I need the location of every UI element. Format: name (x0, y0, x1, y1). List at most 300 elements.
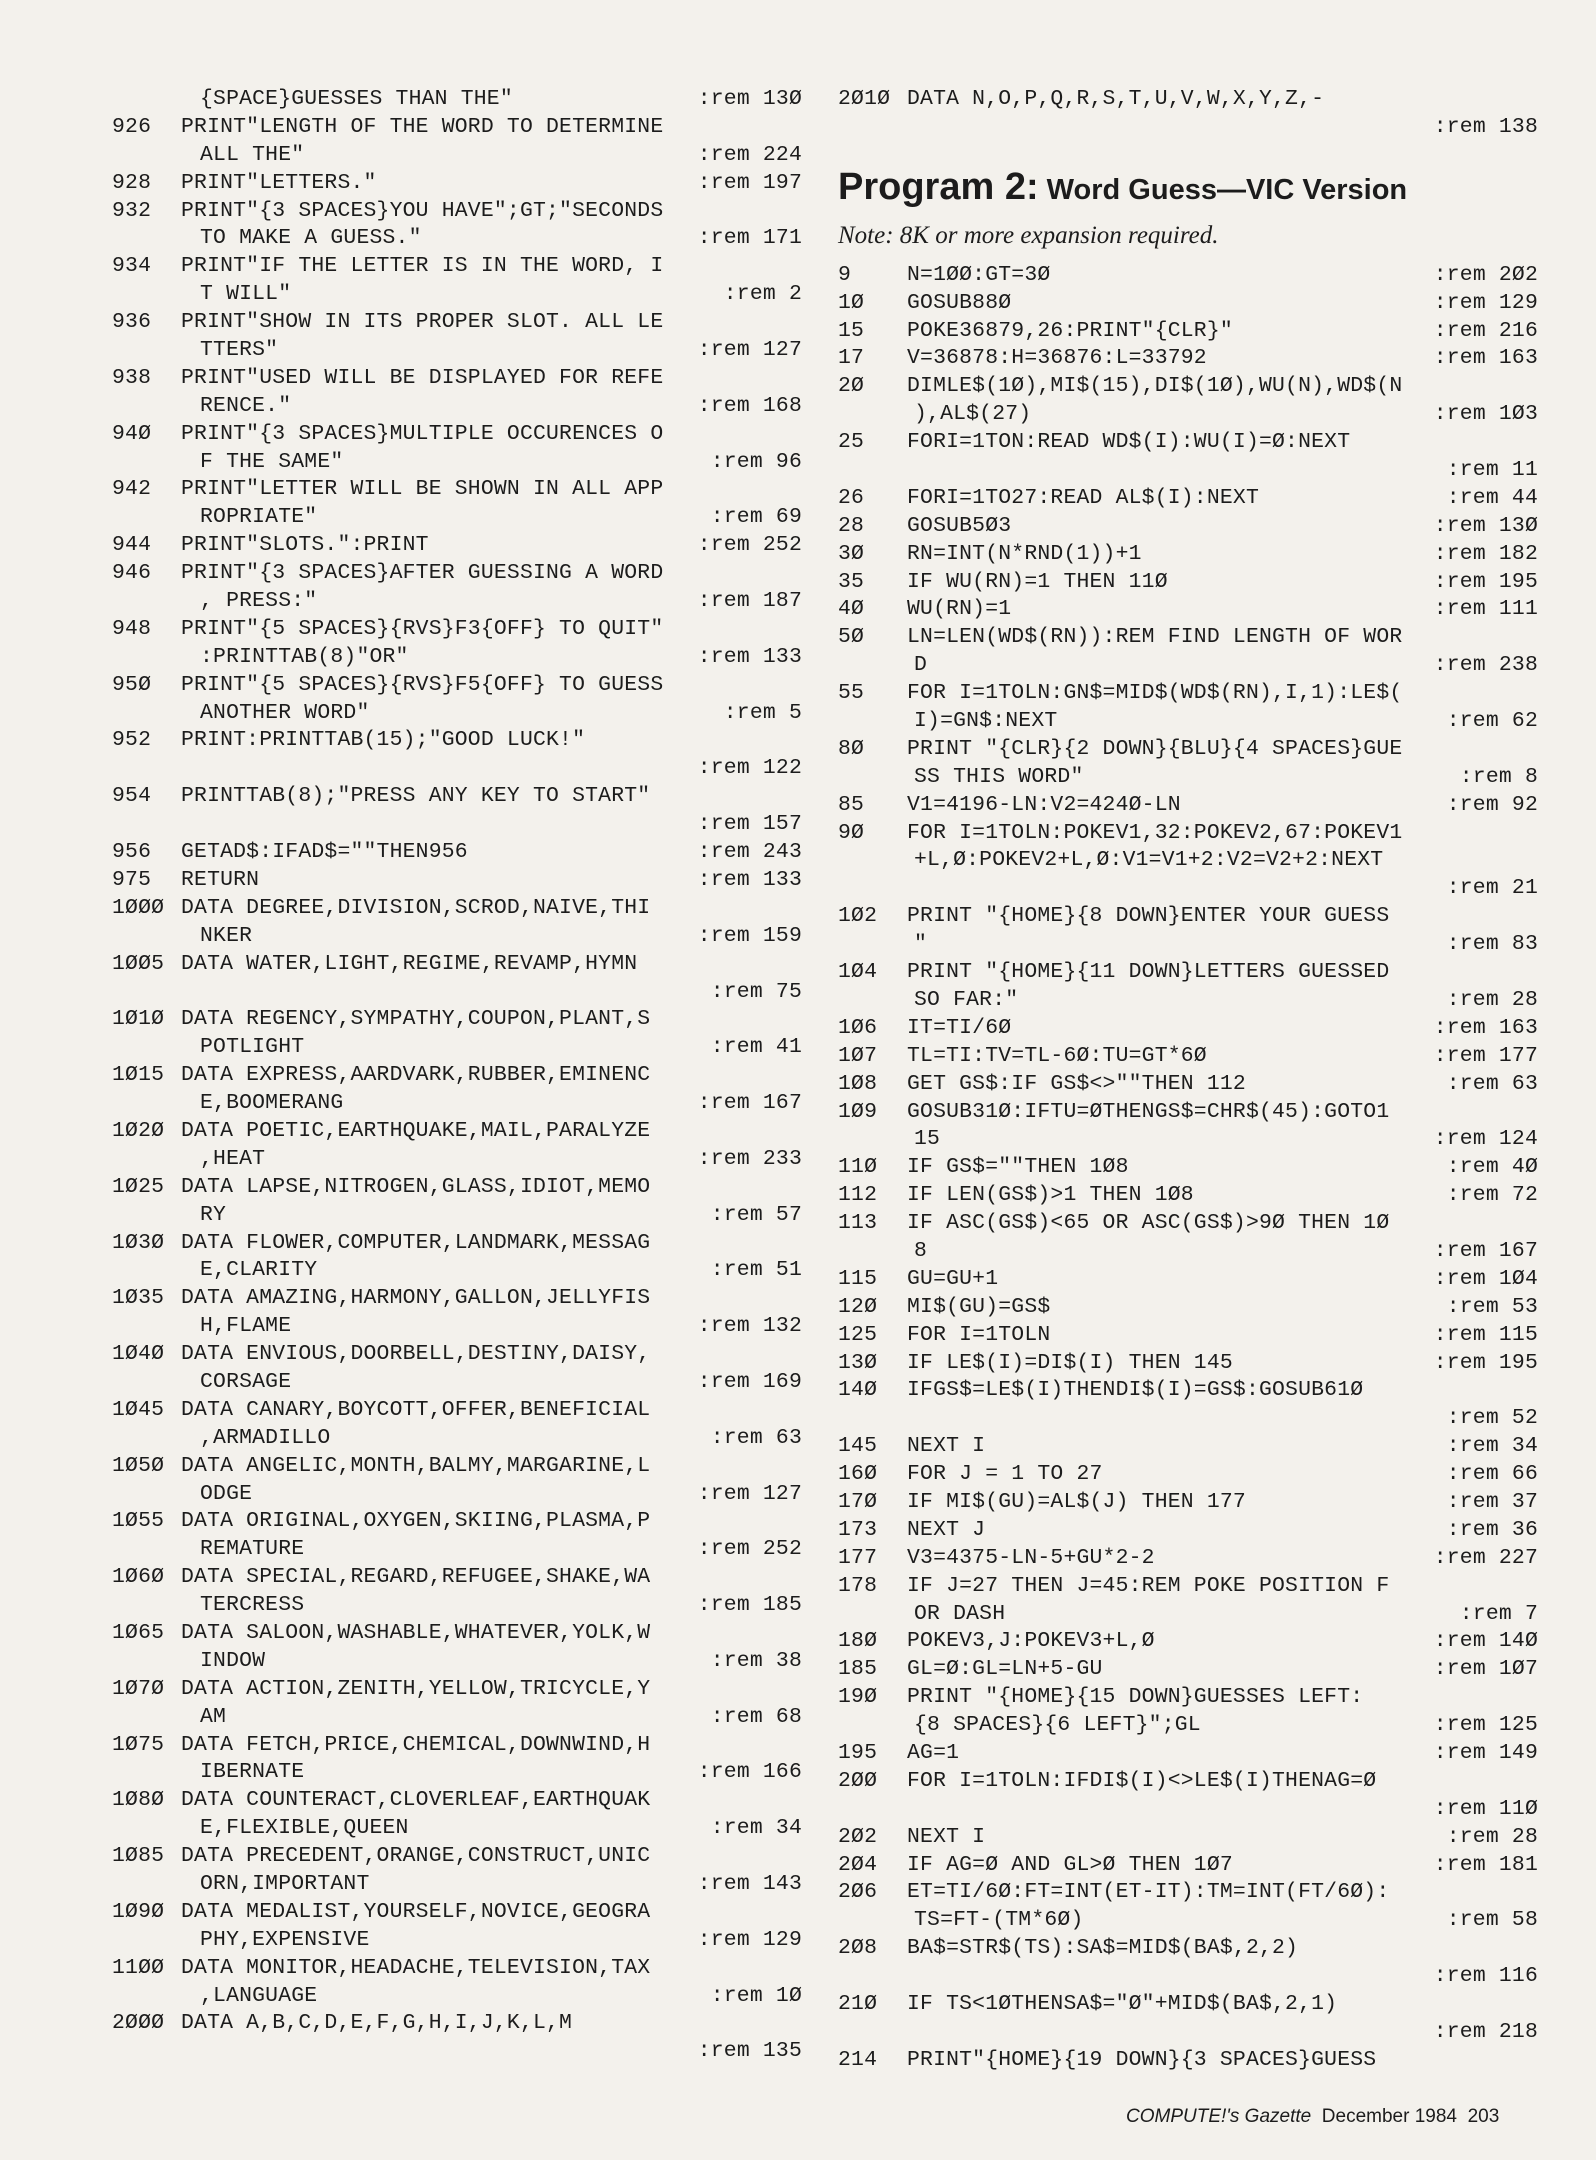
code-text: NEXT I (907, 1824, 986, 1849)
code-text: E,CLARITY (200, 1258, 318, 1283)
checksum-rem: :rem 195 (1433, 569, 1538, 594)
code-text: DATA CANARY,BOYCOTT,OFFER,BENEFICIAL (181, 1397, 651, 1422)
right-listing-column (838, 86, 1538, 2075)
checksum-rem: :rem 68 (710, 1704, 802, 1729)
code-line (112, 1955, 802, 1983)
code-text: DATA AMAZING,HARMONY,GALLON,JELLYFIS (181, 1286, 651, 1311)
line-number: 9Ø (838, 820, 865, 845)
code-line (112, 1592, 802, 1620)
code-line (838, 931, 1538, 959)
code-text: FORI=1TO27:READ AL$(I):NEXT (907, 485, 1259, 510)
code-text: PRINT"{HOME}{19 DOWN}{3 SPACES}GUESS (907, 2047, 1377, 2072)
code-line (838, 875, 1538, 903)
code-text: TERCRESS (200, 1593, 305, 1618)
code-line (838, 1043, 1538, 1071)
line-number: 94Ø (112, 421, 152, 446)
line-number: 944 (112, 533, 152, 558)
line-number: 55 (838, 681, 865, 706)
code-line (838, 1628, 1538, 1656)
line-number: 934 (112, 254, 152, 279)
line-number: 18Ø (838, 1629, 878, 1654)
code-line (838, 1377, 1538, 1405)
code-line (112, 1983, 802, 2011)
code-text: DATA ORIGINAL,OXYGEN,SKIING,PLASMA,P (181, 1509, 651, 1534)
checksum-rem: :rem 181 (1433, 1852, 1538, 1877)
code-text: MI$(GU)=GS$ (907, 1294, 1051, 1319)
line-number: 195 (838, 1740, 878, 1765)
line-number: 2ØØ (838, 1768, 878, 1793)
line-number: 178 (838, 1573, 878, 1598)
checksum-rem: :rem 8 (1459, 764, 1538, 789)
code-text: DIMLE$(1Ø),MI$(15),DI$(1Ø),WU(N),WD$(N (907, 374, 1403, 399)
code-text: DATA EXPRESS,AARDVARK,RUBBER,EMINENC (181, 1063, 651, 1088)
checksum-rem: :rem 122 (697, 756, 802, 781)
code-text: PRINT"{3 SPACES}YOU HAVE";GT;"SECONDS (181, 198, 664, 223)
code-text: ORN,IMPORTANT (200, 1872, 370, 1896)
code-line (112, 337, 802, 365)
code-text: H,FLAME (200, 1314, 292, 1339)
checksum-rem: :rem 195 (1433, 1350, 1538, 1375)
checksum-rem: :rem 127 (697, 1481, 802, 1506)
code-line (838, 736, 1538, 764)
code-text: PRINT "{HOME}{11 DOWN}LETTERS GUESSED (907, 960, 1390, 985)
checksum-rem: :rem 36 (1446, 1517, 1538, 1542)
line-number: 975 (112, 867, 152, 892)
checksum-rem: :rem 28 (1446, 1824, 1538, 1849)
code-text: V1=4196-LN:V2=424Ø-LN (907, 792, 1181, 817)
checksum-rem: :rem 2 (723, 282, 802, 307)
checksum-rem: :rem 132 (697, 1314, 802, 1339)
code-text: FOR I=1TOLN (907, 1322, 1051, 1347)
code-text: POKEV3,J:POKEV3+L,Ø (907, 1629, 1155, 1654)
line-number: 2Ø4 (838, 1852, 878, 1877)
code-text: GL=Ø:GL=LN+5-GU (907, 1657, 1103, 1682)
line-number: 2Ø (838, 374, 865, 399)
code-line (838, 820, 1538, 848)
line-number: 2ØØØ (112, 2011, 165, 2036)
code-text: IFGS$=LE$(I)THENDI$(I)=GS$:GOSUB61Ø (907, 1378, 1364, 1403)
code-line (112, 198, 802, 226)
code-line (112, 1871, 802, 1899)
checksum-rem: :rem 11 (1446, 458, 1538, 483)
code-text: DATA SPECIAL,REGARD,REFUGEE,SHAKE,WA (181, 1565, 651, 1590)
code-text: DATA FETCH,PRICE,CHEMICAL,DOWNWIND,H (181, 1732, 651, 1757)
line-number: 1Ø6 (838, 1015, 878, 1040)
code-text: DATA SALOON,WASHABLE,WHATEVER,YOLK,W (181, 1620, 651, 1645)
line-number: 926 (112, 114, 152, 139)
line-number: 2Ø2 (838, 1824, 878, 1849)
line-number: 113 (838, 1211, 878, 1236)
code-text: POTLIGHT (200, 1035, 305, 1060)
checksum-rem: :rem 187 (697, 589, 802, 614)
code-line (112, 1369, 802, 1397)
line-number: 1Ø25 (112, 1174, 165, 1199)
code-text: PRINT"{3 SPACES}MULTIPLE OCCURENCES O (181, 421, 664, 446)
code-line (112, 1397, 802, 1425)
line-number: 11ØØ (112, 1955, 165, 1980)
code-line (112, 532, 802, 560)
checksum-rem: :rem 34 (710, 1816, 802, 1841)
checksum-rem: :rem 69 (710, 505, 802, 530)
checksum-rem: :rem 1Ø7 (1433, 1657, 1538, 1682)
line-number: 954 (112, 784, 152, 809)
code-text: PRINT"IF THE LETTER IS IN THE WORD, I (181, 254, 664, 279)
code-text: AM (200, 1704, 227, 1729)
line-number: 948 (112, 616, 152, 641)
checksum-rem: :rem 13Ø (1433, 513, 1538, 538)
checksum-rem: :rem 28 (1446, 987, 1538, 1012)
line-number: 946 (112, 561, 152, 586)
code-text: I)=GN$:NEXT (914, 709, 1058, 734)
code-line (838, 1294, 1538, 1322)
checksum-rem: :rem 7 (1459, 1601, 1538, 1626)
code-text: IF J=27 THEN J=45:REM POKE POSITION F (907, 1573, 1390, 1598)
line-number: 1Ø5Ø (112, 1453, 165, 1478)
code-line (838, 680, 1538, 708)
code-line (112, 1787, 802, 1815)
code-line (838, 1907, 1538, 1935)
checksum-rem: :rem 135 (697, 2039, 802, 2064)
checksum-rem: :rem 159 (697, 923, 802, 948)
code-text: GU=GU+1 (907, 1266, 999, 1291)
code-line (838, 2019, 1538, 2047)
checksum-rem: :rem 116 (1433, 1964, 1538, 1989)
line-number: 85 (838, 792, 865, 817)
code-text: IF ASC(GS$)<65 OR ASC(GS$)>9Ø THEN 1Ø (907, 1211, 1390, 1236)
code-text: T WILL" (200, 282, 292, 307)
checksum-rem: :rem 72 (1446, 1183, 1538, 1208)
line-number: 177 (838, 1545, 878, 1570)
code-text: GET GS$:IF GS$<>""THEN 112 (907, 1071, 1246, 1096)
code-text: FOR I=1TOLN:POKEV1,32:POKEV2,67:POKEV1 (907, 820, 1403, 845)
checksum-rem: :rem 13Ø (697, 87, 802, 111)
line-number: 1Ø7Ø (112, 1676, 165, 1701)
checksum-rem: :rem 167 (697, 1091, 802, 1116)
code-line (112, 755, 802, 783)
code-text: {SPACE}GUESSES THAN THE" (200, 87, 513, 111)
code-text: RY (200, 1202, 227, 1227)
line-number: 2Ø6 (838, 1880, 878, 1905)
code-line (838, 1963, 1538, 1991)
checksum-rem: :rem 216 (1433, 318, 1538, 343)
footer-page-number: 203 (1467, 2106, 1500, 2127)
line-number: 1Ø9Ø (112, 1899, 165, 1924)
code-line (112, 393, 802, 421)
line-number: 1ØØØ (112, 895, 165, 920)
code-text: GETAD$:IFAD$=""THEN956 (181, 840, 468, 865)
code-text: ROPRIATE" (200, 505, 318, 530)
code-line (112, 1676, 802, 1704)
code-line (112, 1425, 802, 1453)
line-number: 19Ø (838, 1685, 878, 1710)
checksum-rem: :rem 115 (1433, 1322, 1538, 1347)
line-number: 1Ø9 (838, 1099, 878, 1124)
line-number: 17Ø (838, 1489, 878, 1514)
code-line (112, 1704, 802, 1732)
checksum-rem: :rem 166 (697, 1760, 802, 1785)
code-line (112, 1620, 802, 1648)
code-line (838, 1573, 1538, 1601)
checksum-rem: :rem 185 (697, 1593, 802, 1618)
left-listing-column (112, 86, 802, 2066)
line-number: 8Ø (838, 736, 865, 761)
code-line (838, 1238, 1538, 1266)
checksum-rem: :rem 21 (1446, 876, 1538, 901)
code-line (838, 1991, 1538, 2019)
program-2-listing (838, 262, 1538, 2075)
code-text: ,LANGUAGE (200, 1983, 318, 2008)
program-2-heading (838, 166, 1538, 216)
page-footer (1126, 2106, 1499, 2128)
line-number: 185 (838, 1657, 878, 1682)
code-line (112, 2038, 802, 2066)
code-text: DATA N,O,P,Q,R,S,T,U,V,W,X,Y,Z,- (907, 87, 1325, 111)
code-line (838, 652, 1538, 680)
checksum-rem: :rem 51 (710, 1258, 802, 1283)
line-number: 1Ø4Ø (112, 1342, 165, 1367)
code-line (112, 1536, 802, 1564)
line-number: 1Ø85 (112, 1844, 165, 1869)
code-line (838, 2047, 1538, 2075)
checksum-rem: :rem 177 (1433, 1043, 1538, 1068)
code-text: FOR I=1TOLN:IFDI$(I)<>LE$(I)THENAG=Ø (907, 1768, 1377, 1793)
code-line (112, 867, 802, 895)
checksum-rem: :rem 1Ø3 (1433, 402, 1538, 427)
code-text: DATA LAPSE,NITROGEN,GLASS,IDIOT,MEMO (181, 1174, 651, 1199)
code-text: ODGE (200, 1481, 253, 1506)
code-text: PRINT"LETTERS." (181, 170, 377, 195)
code-text: DATA MEDALIST,YOURSELF,NOVICE,GEOGRA (181, 1899, 651, 1924)
line-number: 938 (112, 365, 152, 390)
code-text: PRINT"LENGTH OF THE WORD TO DETERMINE (181, 114, 664, 139)
code-line (112, 1174, 802, 1202)
code-text: 15 (914, 1127, 941, 1152)
code-line (838, 401, 1538, 429)
line-number: 1Ø55 (112, 1509, 165, 1534)
checksum-rem: :rem 83 (1446, 932, 1538, 957)
code-line (112, 309, 802, 337)
code-text: PRINT "{HOME}{8 DOWN}ENTER YOUR GUESS (907, 904, 1390, 929)
code-line (838, 959, 1538, 987)
code-line (112, 727, 802, 755)
code-line (112, 1732, 802, 1760)
checksum-rem: :rem 1Ø (710, 1983, 802, 2008)
code-text: PRINT"USED WILL BE DISPLAYED FOR REFE (181, 365, 664, 390)
checksum-rem: :rem 63 (710, 1425, 802, 1450)
code-line (838, 373, 1538, 401)
code-text: E,BOOMERANG (200, 1091, 344, 1116)
code-line (112, 783, 802, 811)
code-text: ALL THE" (200, 142, 305, 167)
code-text: IF LEN(GS$)>1 THEN 1Ø8 (907, 1183, 1194, 1208)
code-text: PRINT:PRINTTAB(15);"GOOD LUCK!" (181, 728, 586, 753)
code-line (112, 114, 802, 142)
code-text: CORSAGE (200, 1369, 292, 1394)
code-text: GOSUB5Ø3 (907, 513, 1012, 538)
code-text: V=36878:H=36876:L=33792 (907, 346, 1207, 371)
line-number: 1Ø2 (838, 904, 878, 929)
code-text: NEXT J (907, 1517, 986, 1542)
code-text: DATA PRECEDENT,ORANGE,CONSTRUCT,UNIC (181, 1844, 651, 1869)
line-number: 125 (838, 1322, 878, 1347)
code-line (112, 1759, 802, 1787)
checksum-rem: :rem 52 (1446, 1406, 1538, 1431)
code-line (112, 895, 802, 923)
code-line (112, 1508, 802, 1536)
code-text: FOR I=1TOLN:GN$=MID$(WD$(RN),I,1):LE$( (907, 681, 1403, 706)
code-line (838, 1182, 1538, 1210)
line-number: 1Ø75 (112, 1732, 165, 1757)
checksum-rem: :rem 149 (1433, 1740, 1538, 1765)
code-line (112, 811, 802, 839)
code-text: GOSUB88Ø (907, 290, 1012, 315)
checksum-rem: :rem 157 (697, 812, 802, 837)
code-line (112, 1034, 802, 1062)
checksum-rem: :rem 163 (1433, 1015, 1538, 1040)
code-line (838, 1768, 1538, 1796)
code-line (112, 588, 802, 616)
code-text: DATA MONITOR,HEADACHE,TELEVISION,TAX (181, 1955, 651, 1980)
checksum-rem: :rem 129 (1433, 290, 1538, 315)
code-text: DATA FLOWER,COMPUTER,LANDMARK,MESSAG (181, 1230, 651, 1255)
line-number: 952 (112, 728, 152, 753)
code-line (838, 1099, 1538, 1127)
code-line (838, 1433, 1538, 1461)
line-number: 932 (112, 198, 152, 223)
checksum-rem: :rem 129 (697, 1927, 802, 1952)
checksum-rem: :rem 41 (710, 1035, 802, 1060)
code-line (112, 1648, 802, 1676)
code-line (838, 345, 1538, 373)
code-line (112, 923, 802, 951)
code-text: 8 (914, 1238, 928, 1263)
code-line (112, 1815, 802, 1843)
code-text: PRINT"SHOW IN ITS PROPER SLOT. ALL LE (181, 310, 664, 335)
checksum-rem: :rem 2Ø2 (1433, 262, 1538, 287)
code-text: IF WU(RN)=1 THEN 11Ø (907, 569, 1168, 594)
code-line (838, 1322, 1538, 1350)
code-text: ANOTHER WORD" (200, 700, 370, 725)
code-text: TTERS" (200, 338, 279, 363)
line-number: 2Ø8 (838, 1936, 878, 1961)
code-text: F THE SAME" (200, 449, 344, 474)
code-line (838, 792, 1538, 820)
checksum-rem: :rem 5 (723, 700, 802, 725)
code-line (112, 616, 802, 644)
code-text: PRINT"{5 SPACES}{RVS}F5{OFF} TO GUESS (181, 672, 664, 697)
checksum-rem: :rem 66 (1446, 1462, 1538, 1487)
checksum-rem: :rem 252 (697, 1537, 802, 1562)
line-number: 928 (112, 170, 152, 195)
code-line (838, 262, 1538, 290)
checksum-rem: :rem 169 (697, 1369, 802, 1394)
code-line (838, 1489, 1538, 1517)
line-number: 3Ø (838, 541, 865, 566)
line-number: 1ØØ5 (112, 951, 165, 976)
code-line (838, 596, 1538, 624)
code-line (112, 1453, 802, 1481)
code-line (838, 86, 1538, 114)
checksum-rem: :rem 62 (1446, 709, 1538, 734)
code-line (838, 903, 1538, 931)
code-line (838, 485, 1538, 513)
checksum-rem: :rem 168 (697, 393, 802, 418)
code-text: ,ARMADILLO (200, 1425, 331, 1450)
code-text: RETURN (181, 867, 260, 892)
checksum-rem: :rem 96 (710, 449, 802, 474)
line-number: 1Ø3Ø (112, 1230, 165, 1255)
checksum-rem: :rem 227 (1433, 1545, 1538, 1570)
code-text: +L,Ø:POKEV2+L,Ø:V1=V1+2:V2=V2+2:NEXT (914, 848, 1384, 873)
checksum-rem: :rem 197 (697, 170, 802, 195)
checksum-rem: :rem 38 (710, 1648, 802, 1673)
line-number: 1Ø2Ø (112, 1118, 165, 1143)
code-line (112, 979, 802, 1007)
code-line (838, 1656, 1538, 1684)
code-text: DATA REGENCY,SYMPATHY,COUPON,PLANT,S (181, 1007, 651, 1032)
code-text: D (914, 653, 928, 678)
line-number: 2Ø1Ø (838, 87, 891, 111)
code-text: :PRINTTAB(8)"OR" (200, 644, 409, 669)
code-line (838, 1879, 1538, 1907)
line-number: 1Ø7 (838, 1043, 878, 1068)
code-line (838, 987, 1538, 1015)
checksum-rem: :rem 14Ø (1433, 1629, 1538, 1654)
code-line (838, 1210, 1538, 1238)
footer-date: December 1984 (1321, 2106, 1457, 2127)
checksum-rem: :rem 138 (1433, 114, 1538, 139)
code-line (112, 1481, 802, 1509)
code-line (838, 847, 1538, 875)
code-text: ET=TI/6Ø:FT=INT(ET-IT):TM=INT(FT/6Ø): (907, 1880, 1390, 1905)
line-number: 15 (838, 318, 865, 343)
program-2-title: Word Guess—VIC Version (1038, 173, 1408, 206)
code-line (112, 421, 802, 449)
code-line (112, 672, 802, 700)
code-text: E,FLEXIBLE,QUEEN (200, 1816, 409, 1841)
checksum-rem: :rem 37 (1446, 1489, 1538, 1514)
code-text: AG=1 (907, 1740, 960, 1765)
code-text: PRINTTAB(8);"PRESS ANY KEY TO START" (181, 784, 651, 809)
line-number: 21Ø (838, 1992, 878, 2016)
code-text: " (914, 932, 928, 957)
code-text: DATA A,B,C,D,E,F,G,H,I,J,K,L,M (181, 2011, 573, 2036)
line-number: 173 (838, 1517, 878, 1542)
code-text: WU(RN)=1 (907, 597, 1012, 622)
code-line (112, 700, 802, 728)
code-line (112, 1230, 802, 1258)
checksum-rem: :rem 252 (697, 533, 802, 558)
code-line (838, 708, 1538, 736)
code-line (112, 1146, 802, 1174)
line-number: 1Ø8 (838, 1071, 878, 1096)
code-line (112, 86, 802, 114)
line-number: 936 (112, 310, 152, 335)
code-line (112, 504, 802, 532)
line-number: 112 (838, 1183, 878, 1208)
line-number: 17 (838, 346, 865, 371)
code-line (112, 1564, 802, 1592)
line-number: 1Ø15 (112, 1063, 165, 1088)
code-line (838, 1796, 1538, 1824)
code-line (112, 1313, 802, 1341)
line-number: 95Ø (112, 672, 152, 697)
line-number: 1Ø4 (838, 960, 878, 985)
code-line (838, 1935, 1538, 1963)
checksum-rem: :rem 243 (697, 840, 802, 865)
line-number: 25 (838, 430, 865, 455)
checksum-rem: :rem 4Ø (1446, 1155, 1538, 1180)
